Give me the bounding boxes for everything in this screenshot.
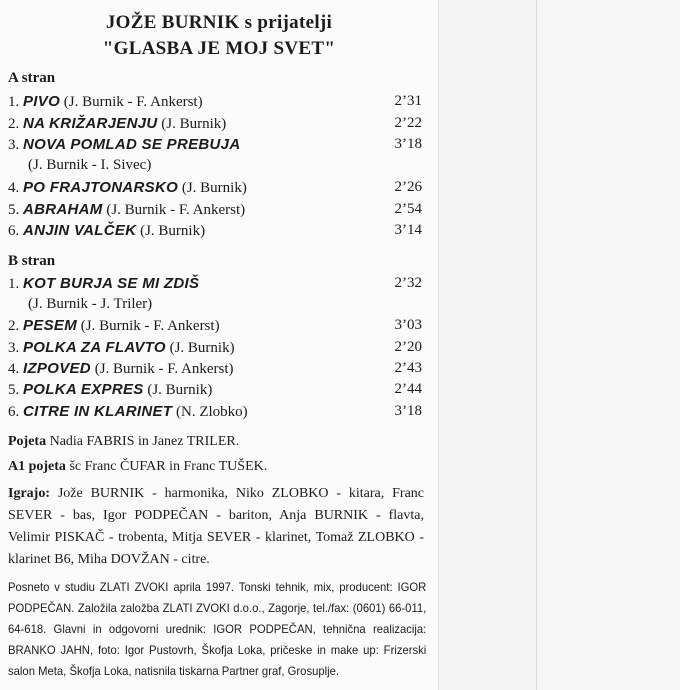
track-row (8, 136, 428, 157)
artist-heading: JOŽE BURNIK s prijatelji (105, 12, 333, 33)
track-duration: 2’31 (394, 93, 422, 109)
vocal-credit (8, 434, 239, 450)
track-authors: (N. Zlobko) (176, 404, 248, 420)
track-authors: (J. Burnik - F. Ankerst) (106, 202, 246, 218)
track-authors: (J. Burnik) (140, 223, 206, 239)
side-b-label: B stran (8, 253, 56, 269)
track-row (8, 201, 428, 222)
players-list: Jože BURNIK - harmonika, Niko ZLOBKO - kitara, Franc SEVER - bas, Igor PODPEČAN - bariton, Anja BURNIK - flavta, Velimir PISKAČ - trobenta, Mitja SEVER - klarinet, Tomaž ZLOBKO - klarinet B6, Miha DOVŽAN - citre. (8, 486, 424, 567)
track-authors: (J. Burnik - F. Ankerst) (94, 361, 234, 377)
track-row (8, 360, 428, 381)
track-row (8, 222, 428, 243)
track-number: 2. (8, 116, 20, 132)
vocal-credit-names: Nadia FABRIS in Janez TRILER. (49, 434, 240, 449)
track-duration: 3’18 (394, 136, 422, 152)
track-number: 6. (8, 404, 20, 420)
track-title: PESEM (23, 317, 78, 334)
track-authors: (J. Burnik - F. Ankerst) (63, 94, 203, 110)
track-title: PIVO (23, 93, 61, 110)
track-row (8, 93, 428, 114)
track-row (8, 275, 428, 296)
track-duration: 2’26 (394, 179, 422, 195)
track-duration: 2’54 (394, 201, 422, 217)
production-notes: Posneto v studiu ZLATI ZVOKI aprila 1997. Tonski tehnik, mix, producent: IGOR PODPEČAN. Založila založba ZLATI ZVOKI d.o.o., Zagorje, tel./fax: (0601) 66-011, 64-618. Glavni in odgovorni urednik: IGOR PODPEČAN, tehnična realizacija: BRANKO JAHN, foto: Igor Pustovrh, Škofja Loka, pričeske in make up: Frizerski salon Meta, Škofja Loka, natisnila tiskarna Partner graf, Grosuplje. (8, 580, 427, 678)
inlay-spine (438, 0, 537, 690)
track-authors: (J. Burnik) (181, 180, 247, 196)
track-number: 6. (8, 223, 20, 239)
side-a-label: A stran (8, 70, 56, 86)
track-title: POLKA EXPRES (23, 381, 144, 398)
track-title: NA KRIŽARJENJU (23, 115, 158, 132)
track-number: 1. (8, 94, 20, 110)
track-authors: (J. Burnik) (169, 340, 235, 356)
track-duration: 2’44 (394, 381, 422, 397)
players-label: Igrajo: (8, 486, 50, 501)
track-duration: 3’14 (394, 222, 422, 238)
track-title: KOT BURJA SE MI ZDIŠ (23, 275, 200, 292)
track-row (8, 339, 428, 360)
track-row (8, 381, 428, 402)
track-title: ANJIN VALČEK (23, 222, 137, 239)
track-duration: 2’32 (394, 275, 422, 291)
track-number: 5. (8, 382, 20, 398)
track-title: POLKA ZA FLAVTO (23, 339, 166, 356)
track-duration: 2’43 (394, 360, 422, 376)
track-number: 2. (8, 318, 20, 334)
track-number: 1. (8, 276, 20, 292)
track-authors: (J. Burnik - J. Triler) (28, 296, 153, 312)
track-title: CITRE IN KLARINET (23, 403, 173, 420)
a1-vocal-credit (8, 459, 267, 475)
track-authors: (J. Burnik) (147, 382, 213, 398)
track-number: 4. (8, 361, 20, 377)
track-duration: 3’03 (394, 317, 422, 333)
track-duration: 3’18 (394, 403, 422, 419)
track-row (8, 179, 428, 200)
track-title: PO FRAJTONARSKO (23, 179, 179, 196)
track-number: 4. (8, 180, 20, 196)
track-title: IZPOVED (23, 360, 91, 377)
track-duration: 2’20 (394, 339, 422, 355)
track-number: 3. (8, 340, 20, 356)
track-authors: (J. Burnik - I. Sivec) (28, 157, 152, 173)
players-credit (8, 483, 424, 571)
inlay-flap (536, 0, 680, 690)
track-number: 3. (8, 137, 20, 153)
track-authors: (J. Burnik) (161, 116, 227, 132)
track-duration: 2’22 (394, 115, 422, 131)
a1-vocal-credit-label: A1 pojeta (8, 459, 66, 474)
track-row (8, 317, 428, 338)
track-row (8, 115, 428, 136)
track-title: ABRAHAM (23, 201, 103, 218)
vocal-credit-label: Pojeta (8, 434, 47, 449)
a1-vocal-credit-names: šc Franc ČUFAR in Franc TUŠEK. (69, 459, 268, 474)
track-number: 5. (8, 202, 20, 218)
track-authors: (J. Burnik - F. Ankerst) (80, 318, 220, 334)
track-title: NOVA POMLAD SE PREBUJA (23, 136, 241, 153)
track-row (8, 403, 428, 424)
album-title: "GLASBA JE MOJ SVET" (102, 38, 336, 59)
